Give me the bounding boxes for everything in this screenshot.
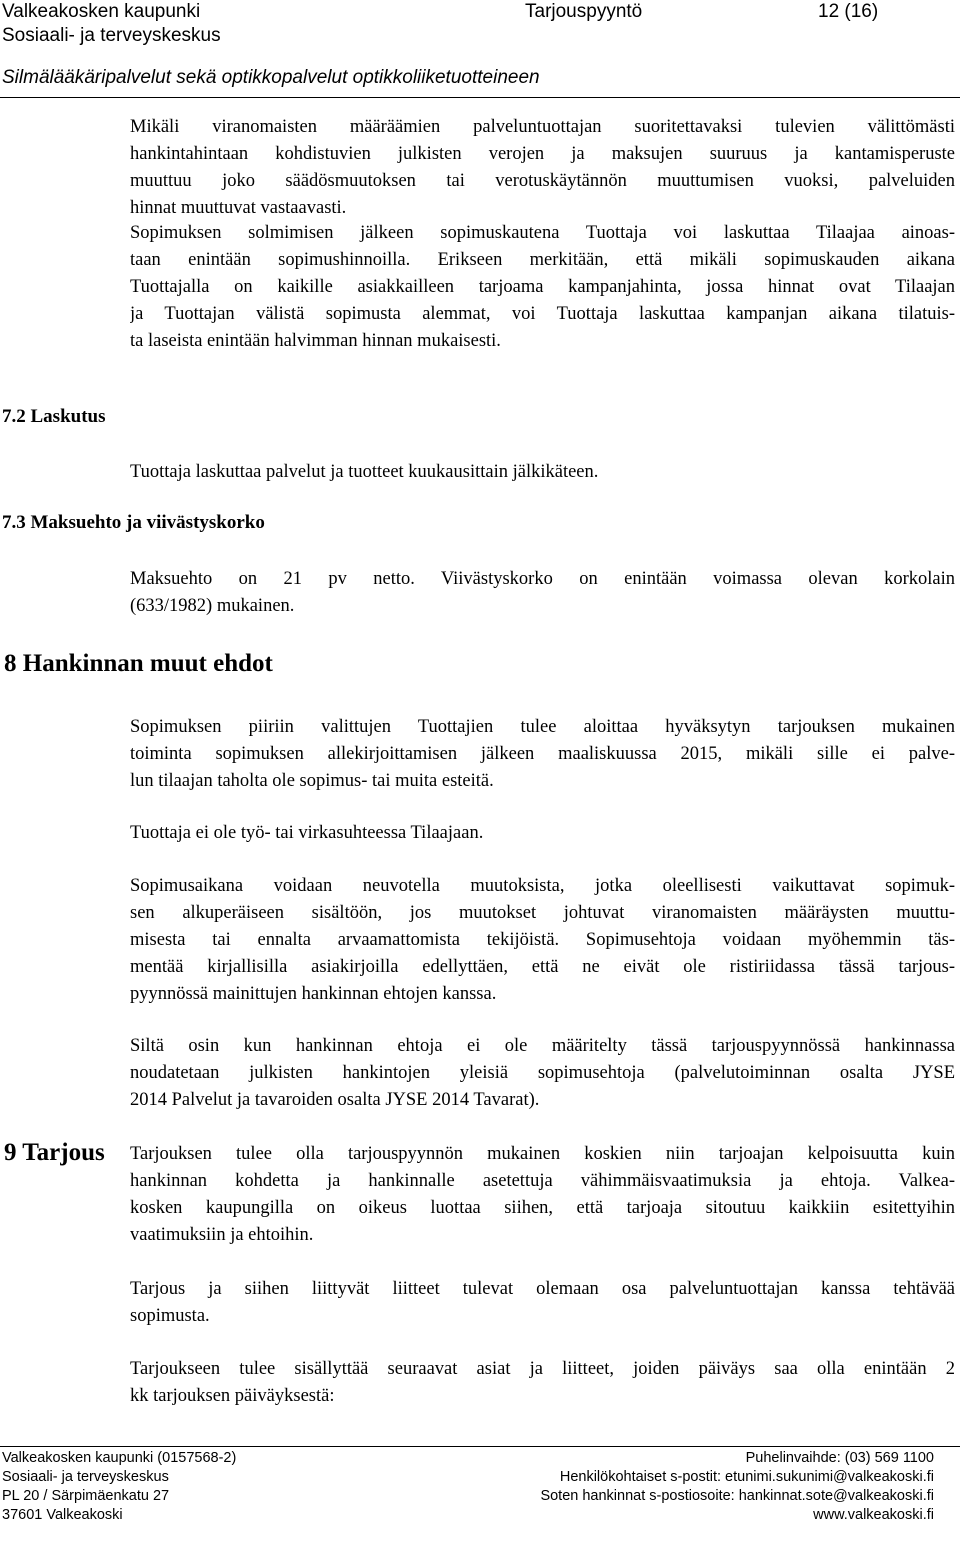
text-line: Tarjous ja siihen liittyvät liitteet tulevat olemaan osa palveluntuottajan kanssa tehtävää bbox=[130, 1279, 955, 1299]
paragraph-negotiation bbox=[130, 873, 955, 1008]
paragraph-start-of-operation bbox=[130, 714, 955, 795]
footer-divider bbox=[0, 1446, 960, 1447]
text-line: Tuottaja ei ole työ- tai virkasuhteessa Tilaajaan. bbox=[130, 823, 484, 843]
header-org: Valkeakosken kaupunki bbox=[2, 1, 201, 22]
header-divider bbox=[0, 97, 960, 98]
footer-postal: 37601 Valkeakoski bbox=[2, 1507, 123, 1523]
text-line: Tarjoukseen tulee sisällyttää seuraavat asiat ja liitteet, joiden päiväys saa olla enintään 2 bbox=[130, 1359, 955, 1379]
text-line: Tuottajalla on kaikille asiakkailleen tarjoama kampanjahinta, jossa hinnat ovat Tilaajan bbox=[130, 277, 955, 297]
footer-address: PL 20 / Särpimäenkatu 27 bbox=[2, 1488, 170, 1504]
footer-phone: Puhelinvaihde: (03) 569 1100 bbox=[745, 1450, 934, 1466]
paragraph-payment-terms bbox=[130, 566, 955, 620]
paragraph-attachments-part-of-contract bbox=[130, 1276, 955, 1330]
paragraph-pricing bbox=[130, 220, 955, 355]
text-line: Maksuehto on 21 pv netto. Viivästyskorko on enintään voimassa olevan korkolain bbox=[130, 569, 955, 589]
paragraph-tax-changes bbox=[130, 114, 955, 222]
text-line: lun tilaajan taholta ole sopimus- tai muita esteitä. bbox=[130, 771, 494, 791]
text-line: misesta tai ennalta arvaamattomista tekijöistä. Sopimusehtoja voidaan myöhemmin täs- bbox=[130, 930, 955, 950]
header-doc-type: Tarjouspyyntö bbox=[525, 1, 643, 22]
text-line: toiminta sopimuksen allekirjoittamisen jälkeen maaliskuussa 2015, mikäli sille ei palve- bbox=[130, 744, 955, 764]
text-line: taan enintään sopimushinnoilla. Erikseen merkitään, että mikäli sopimuskauden aikana bbox=[130, 250, 955, 270]
footer-department: Sosiaali- ja terveyskeskus bbox=[2, 1469, 169, 1485]
footer-procurement-email: Soten hankinnat s-postiosoite: hankinnat.sote@valkeakoski.fi bbox=[540, 1488, 934, 1504]
text-line: Siltä osin kun hankinnan ehtoja ei ole määritelty tässä tarjouspyynnössä hankinnassa bbox=[130, 1036, 955, 1056]
text-line: Sopimusaikana voidaan neuvotella muutoksista, jotka oleellisesti vaikuttavat sopimuk- bbox=[130, 876, 955, 896]
text-line: Tarjouksen tulee olla tarjouspyynnön mukainen koskien niin tarjoajan kelpoisuutta kuin bbox=[130, 1144, 955, 1164]
text-line: Tuottaja laskuttaa palvelut ja tuotteet kuukausittain jälkikäteen. bbox=[130, 462, 599, 482]
paragraph-required-items bbox=[130, 1356, 955, 1410]
paragraph-general-terms bbox=[130, 1033, 955, 1114]
text-line: sopimusta. bbox=[130, 1306, 210, 1326]
footer-personal-email: Henkilökohtaiset s-postit: etunimi.sukunimi@valkeakoski.fi bbox=[559, 1469, 934, 1485]
text-line: Sopimuksen solmimisen jälkeen sopimuskautena Tuottaja voi laskuttaa Tilaajaa ainoas- bbox=[130, 223, 955, 243]
text-line: noudatetaan julkisten hankintojen yleisiä sopimusehtoja (palvelutoiminnan osalta JYSE bbox=[130, 1063, 955, 1083]
text-line: Mikäli viranomaisten määräämien palveluntuottajan suoritettavaksi tulevien välittömästi bbox=[130, 117, 955, 137]
section-heading-7-3: 7.3 Maksuehto ja viivästyskorko bbox=[2, 512, 265, 533]
header-subject: Silmälääkäripalvelut sekä optikkopalvelut optikkoliiketuotteineen bbox=[2, 67, 540, 88]
footer-website: www.valkeakoski.fi bbox=[813, 1507, 934, 1523]
section-heading-7-2: 7.2 Laskutus bbox=[2, 406, 106, 427]
text-line: ta laseista enintään halvimman hinnan mukaisesti. bbox=[130, 331, 501, 351]
text-line: kosken kaupungilla on oikeus luottaa siihen, että tarjoaja sitoutuu kaikkiin esitettyihin bbox=[130, 1198, 955, 1218]
text-line: vaatimuksiin ja ehtoihin. bbox=[130, 1225, 314, 1245]
text-line: ja Tuottajan välistä sopimusta alemmat, voi Tuottaja laskuttaa kampanjan aikana tilatuis- bbox=[130, 304, 955, 324]
text-line: kk tarjouksen päiväyksestä: bbox=[130, 1386, 335, 1406]
text-line: hankintahintaan kohdistuvien julkisten verojen ja maksujen suuruus ja kantamisperuste bbox=[130, 144, 955, 164]
text-line: (633/1982) mukainen. bbox=[130, 596, 295, 616]
text-line: hinnat muuttuvat vastaavasti. bbox=[130, 198, 347, 218]
text-line: hankinnan kohdetta ja hankinnalle asetettuja vähimmäisvaatimuksia ja ehtoja. Valkea- bbox=[130, 1171, 955, 1191]
text-line: mentää kirjallisilla asiakirjoilla edellyttäen, että ne eivät ole ristiriidassa tässä tarjous- bbox=[130, 957, 955, 977]
paragraph-offer-requirements bbox=[130, 1141, 955, 1249]
paragraph-invoicing bbox=[130, 459, 955, 486]
text-line: pyynnössä mainittujen hankinnan ehtojen kanssa. bbox=[130, 984, 497, 1004]
text-line: sen alkuperäiseen sisältöön, jos muutokset johtuvat viranomaisten määräysten muuttu- bbox=[130, 903, 955, 923]
text-line: 2014 Palvelut ja tavaroiden osalta JYSE 2014 Tavarat). bbox=[130, 1090, 540, 1110]
header-department: Sosiaali- ja terveyskeskus bbox=[2, 25, 221, 46]
header-page-number: 12 (16) bbox=[818, 1, 879, 22]
section-heading-8: 8 Hankinnan muut ehdot bbox=[4, 650, 273, 677]
section-heading-9: 9 Tarjous bbox=[4, 1139, 105, 1166]
paragraph-employment bbox=[130, 820, 955, 847]
footer-org: Valkeakosken kaupunki (0157568-2) bbox=[2, 1450, 237, 1466]
text-line: Sopimuksen piiriin valittujen Tuottajien tulee aloittaa hyväksytyn tarjouksen mukainen bbox=[130, 717, 955, 737]
text-line: muuttuu joko säädösmuutoksen tai verotuskäytännön muuttumisen vuoksi, palveluiden bbox=[130, 171, 955, 191]
